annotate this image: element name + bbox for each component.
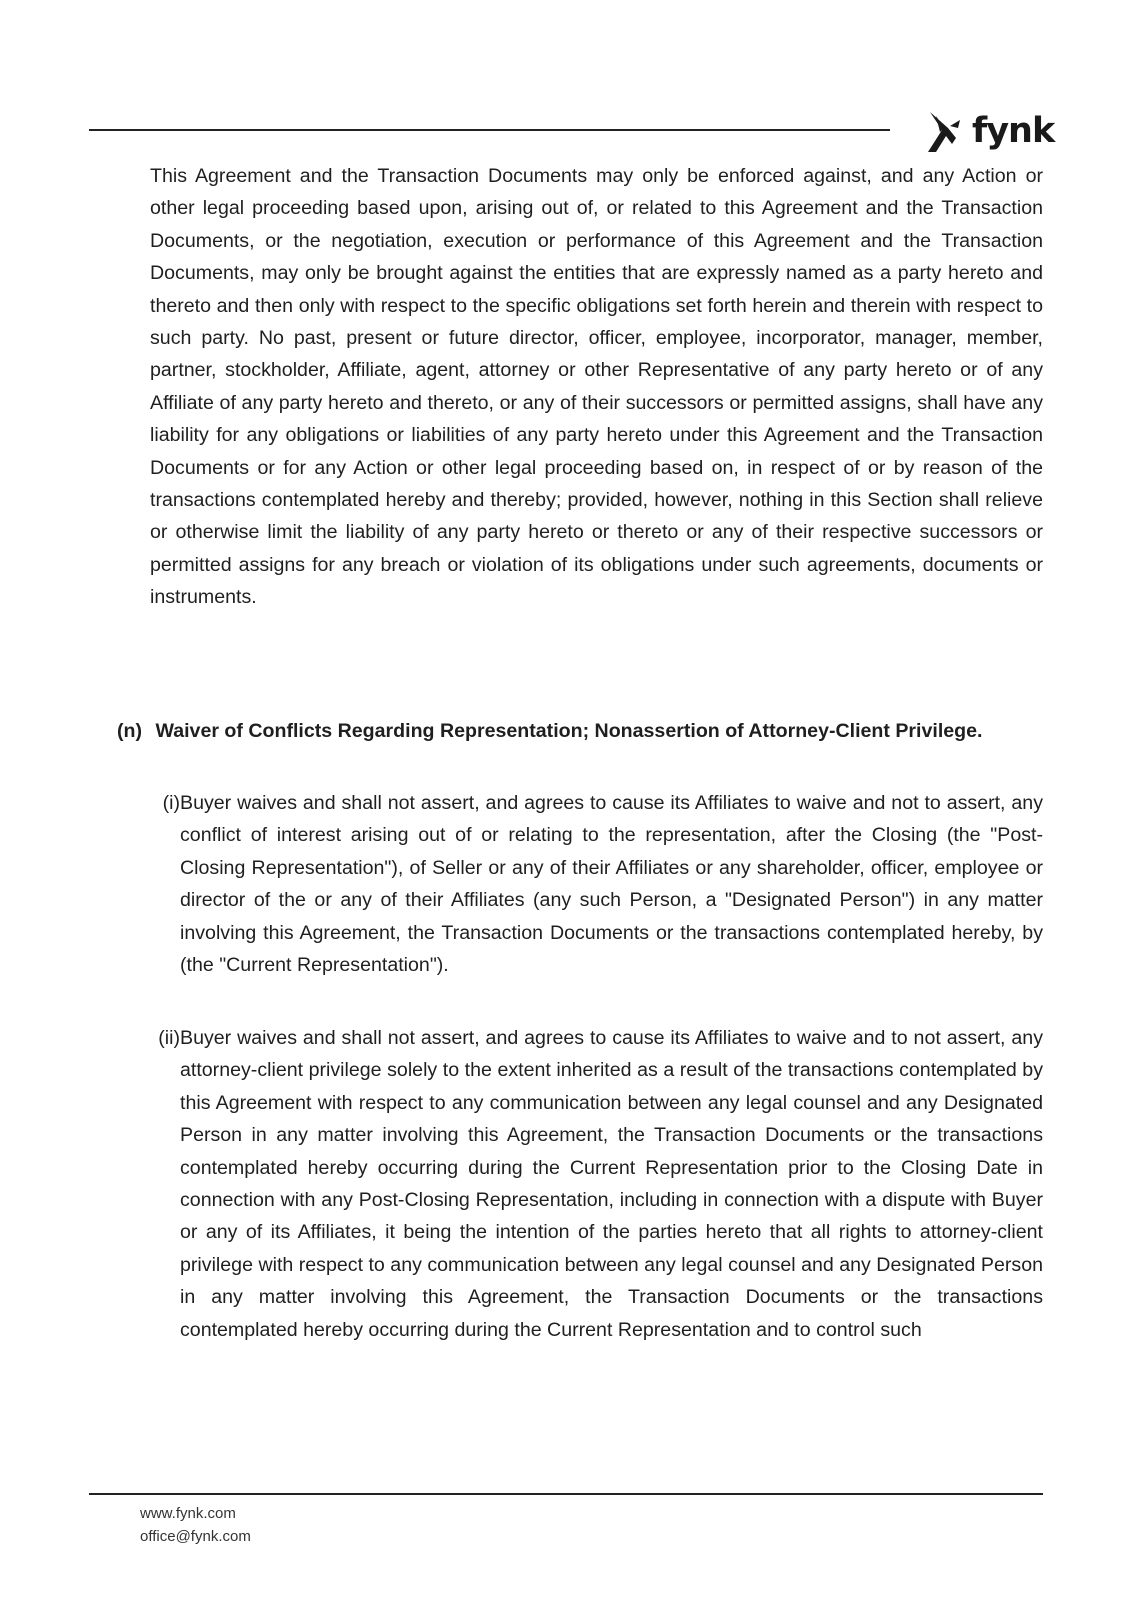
footer-divider (89, 1493, 1043, 1495)
bird-logo-icon (922, 108, 964, 154)
footer-email[interactable]: office@fynk.com (140, 1528, 251, 1545)
header-divider (89, 129, 890, 131)
section-title: Waiver of Conflicts Regarding Representation; Nonassertion of Attorney-Client Privilege. (155, 720, 983, 742)
list-item-text: Buyer waives and shall not assert, and agrees to cause its Affiliates to waive and to not assert, any attorney-client privilege solely to the extent inherited as a result of the transactions contemplated by this Agreement with respect to any communication between any legal counsel and any Designated Person in any matter involving this Agreement, the Transaction Documents or the transactions contemplated hereby occurring during the Current Representation prior to the Closing Date in connection with any Post-Closing Representation, including in connection with a dispute with Buyer or any of its Affiliates, it being the intention of the parties hereto that all rights to attorney-client privilege with respect to any communication between any legal counsel and any Designated Person in any matter involving this Agreement, the Transaction Documents or the transactions contemplated hereby occurring during the Current Representation and to control such (180, 1027, 1043, 1341)
list-item (150, 1022, 1043, 1346)
list-item-number: (i) (162, 792, 180, 814)
list-item-number: (ii) (158, 1027, 180, 1049)
section-label: (n) (117, 720, 143, 742)
footer-website[interactable]: www.fynk.com (140, 1505, 236, 1522)
brand-name: fynk (972, 110, 1055, 151)
section-heading (117, 715, 983, 747)
list-item-text: Buyer waives and shall not assert, and agrees to cause its Affiliates to waive and not to assert, any conflict of interest arising out of or relating to the representation, after the Closing (the "Post-Closing Representation"), of Seller or any of their Affiliates or any shareholder, officer, employee or director of the or any of their Affiliates (any such Person, a "Designated Person") in any matter involving this Agreement, the Transaction Documents or the transactions contemplated hereby, by (the "Current Representation"). (180, 792, 1043, 977)
brand-logo (922, 104, 1054, 158)
liability-paragraph: This Agreement and the Transaction Documents may only be enforced against, and any Action or other legal proceeding based upon, arising out of, or related to this Agreement and the Transaction Documents, or the negotiation, execution or performance of this Agreement and the Transaction Documents, may only be brought against the entities that are expressly named as a party hereto and thereto and then only with respect to the specific obligations set forth herein and therein with respect to such party. No past, present or future director, officer, employee, incorporator, manager, member, partner, stockholder, Affiliate, agent, attorney or other Representative of any party hereto or of any Affiliate of any party hereto and thereto, or any of their successors or permitted assigns, shall have any liability for any obligations or liabilities of any party hereto under this Agreement and the Transaction Documents or for any Action or other legal proceeding based on, in respect of or by reason of the transactions contemplated hereby and thereby; provided, however, nothing in this Section shall relieve or otherwise limit the liability of any party hereto or thereto or any of their respective successors or permitted assigns for any breach or violation of its obligations under such agreements, documents or instruments. (150, 165, 1043, 609)
list-item (150, 787, 1043, 981)
